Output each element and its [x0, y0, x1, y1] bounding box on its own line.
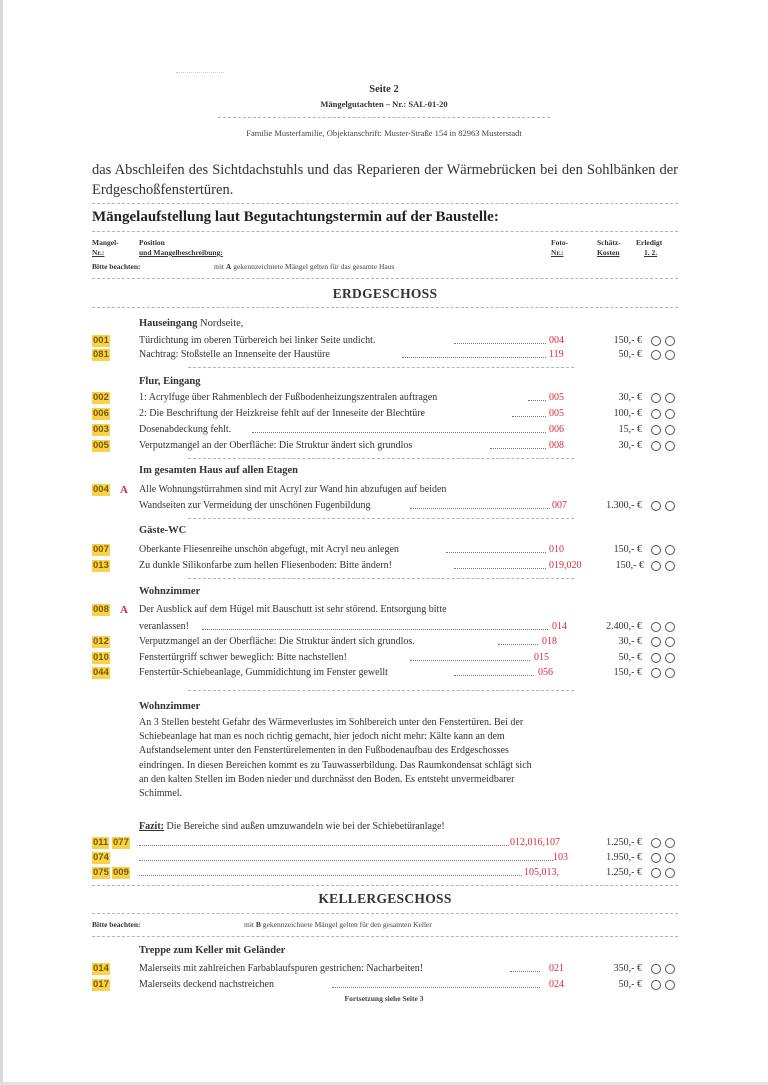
group-title-gaeste-wc: Gäste-WC — [139, 525, 187, 536]
leader-dots — [510, 971, 540, 972]
note-b-text-wrap — [244, 920, 432, 929]
defect-number: 014 — [93, 963, 109, 974]
defect-description-continued: veranlassen! — [139, 621, 189, 632]
leader-dots — [139, 845, 509, 846]
leader-dots — [202, 629, 548, 630]
defect-number: 011 — [93, 837, 109, 848]
defect-number: 006 — [93, 408, 109, 419]
done-check-1[interactable] — [651, 501, 661, 511]
divider — [188, 690, 574, 691]
col-header-done — [636, 238, 662, 258]
defect-number: 081 — [93, 349, 109, 360]
defect-row — [92, 962, 678, 976]
divider — [92, 913, 678, 914]
done-check-1[interactable] — [651, 350, 661, 360]
defect-row — [92, 603, 678, 617]
photo-number: 024 — [549, 979, 564, 990]
note-b-prefix: mit — [244, 920, 255, 929]
done-check-1[interactable] — [651, 336, 661, 346]
done-check-1[interactable] — [651, 668, 661, 678]
defect-row-continued — [92, 499, 678, 513]
estimated-cost: 1.250,- € — [606, 837, 642, 848]
done-check-1[interactable] — [651, 653, 661, 663]
defect-number: 005 — [93, 440, 109, 451]
fazit-label: Fazit: — [139, 821, 164, 832]
estimated-cost: 30,- € — [618, 392, 642, 403]
defect-description: Zu dunkle Silikonfarbe zum hellen Fliesenboden: Bitte ändern! — [139, 560, 392, 571]
document-subtitle: Mängelgutachten – Nr.: SAL-01-20 — [320, 99, 448, 109]
defect-number: 012 — [93, 636, 109, 647]
defect-row — [92, 978, 678, 992]
leader-dots — [410, 660, 530, 661]
defect-description: Malerseits deckend nachstreichen — [139, 979, 274, 990]
group-title-wohnzimmer: Wohnzimmer — [139, 586, 201, 597]
section-title-kellergeschoss: KELLERGESCHOSS — [318, 891, 452, 906]
fazit-text: Die Bereiche sind außen umzuwandeln wie bei der Schiebetüranlage! — [164, 821, 445, 832]
photo-number: 019,020 — [549, 560, 582, 571]
estimated-cost: 1.950,- € — [606, 852, 642, 863]
defect-scope-mark: A — [120, 604, 128, 616]
divider — [92, 936, 678, 937]
defect-row — [92, 483, 678, 497]
done-check-2[interactable] — [665, 336, 675, 346]
defect-row — [92, 866, 678, 880]
continuation-note: Fortsetzung siehe Seite 3 — [344, 994, 424, 1003]
leader-dots — [252, 432, 546, 433]
estimated-cost: 150,- € — [615, 560, 644, 571]
defect-description: Verputzmangel an der Oberfläche: Die Struktur ändert sich grundlos — [139, 440, 413, 451]
estimated-cost: 50,- € — [618, 349, 642, 360]
defect-number: 001 — [93, 335, 109, 346]
defect-number: 008 — [93, 604, 109, 615]
done-check-2[interactable] — [665, 622, 675, 632]
defect-row — [92, 407, 678, 421]
note-b — [92, 920, 432, 929]
defect-number: 075 — [93, 867, 109, 878]
divider — [188, 458, 574, 459]
estimated-cost: 150,- € — [613, 335, 642, 346]
scan-edge-left — [0, 0, 3, 1085]
defect-scope-mark: A — [120, 484, 128, 496]
defect-description: Verputzmangel an der Oberfläche: Die Struktur ändert sich grundlos. — [139, 636, 415, 647]
defect-description: Nachtrag: Stoßstelle an Innenseite der Haustüre — [139, 349, 330, 360]
done-check-2[interactable] — [665, 561, 675, 571]
estimated-cost: 100,- € — [613, 408, 642, 419]
divider — [188, 578, 574, 579]
done-check-2[interactable] — [665, 637, 675, 647]
divider — [92, 885, 678, 886]
note-a-prefix: mit — [214, 262, 225, 271]
done-check-1[interactable] — [651, 425, 661, 435]
list-title: Mängelaufstellung laut Begutachtungstermin auf der Baustelle: — [92, 209, 499, 225]
defect-description: Der Ausblick auf dem Hügel mit Bauschutt ist sehr störend. Entsorgung bitte — [139, 604, 447, 615]
divider — [92, 203, 678, 204]
defect-number: 013 — [93, 560, 109, 571]
leader-dots — [490, 448, 546, 449]
col-header-done-line2: 1. 2. — [644, 248, 658, 257]
photo-number: 018 — [542, 636, 557, 647]
done-check-2[interactable] — [665, 501, 675, 511]
done-check-1[interactable] — [651, 853, 661, 863]
group-title-treppe: Treppe zum Keller mit Geländer — [139, 945, 286, 956]
done-check-2[interactable] — [665, 409, 675, 419]
defect-description: Fenstertürgriff schwer beweglich: Bitte nachstellen! — [139, 652, 347, 663]
leader-dots — [454, 675, 534, 676]
done-check-1[interactable] — [651, 622, 661, 632]
defect-description: Fenstertür-Schiebeanlage, Gummidichtung im Fenster gewellt — [139, 667, 388, 678]
defect-row — [92, 836, 678, 850]
photo-number: 005 — [549, 392, 564, 403]
estimated-cost: 350,- € — [613, 963, 642, 974]
defect-row — [92, 391, 678, 405]
defect-row — [92, 635, 678, 649]
col-header-position-line1: Position — [139, 238, 165, 247]
defect-description: Alle Wohnungstürrahmen sind mit Acryl zur Wand hin abzufugen auf beiden — [139, 484, 447, 495]
done-check-1[interactable] — [651, 964, 661, 974]
property-address: Familie Musterfamilie, Objektanschrift: Muster-Straße 154 in 82963 Musterstadt — [246, 128, 522, 138]
done-check-2[interactable] — [665, 545, 675, 555]
done-check-2[interactable] — [665, 653, 675, 663]
done-check-1[interactable] — [651, 868, 661, 878]
defect-description: Oberkante Fliesenreihe unschön abgefugt, mit Acryl neu anlegen — [139, 544, 399, 555]
defect-number-secondary: 077 — [113, 837, 129, 848]
defect-number: 003 — [93, 424, 109, 435]
fazit-line — [139, 821, 445, 832]
defect-description: Dosenabdeckung fehlt. — [139, 424, 232, 435]
defect-row — [92, 334, 678, 348]
group-title-hauseingang — [139, 318, 243, 329]
leader-dots — [454, 343, 546, 344]
col-header-position — [139, 238, 223, 258]
leader-dots — [139, 860, 553, 861]
group-title-suffix: Nordseite, — [199, 318, 244, 329]
photo-number: 010 — [549, 544, 564, 555]
scan-artifact — [176, 72, 224, 75]
done-check-2[interactable] — [665, 853, 675, 863]
divider — [218, 117, 550, 118]
done-check-1[interactable] — [651, 980, 661, 990]
note-a — [92, 262, 395, 271]
done-check-2[interactable] — [665, 964, 675, 974]
leader-dots — [498, 644, 538, 645]
note-a-mark: A — [225, 262, 232, 271]
note-a-label: Bitte beachten: — [92, 262, 141, 271]
done-check-2[interactable] — [665, 868, 675, 878]
estimated-cost: 2.400,- € — [606, 621, 642, 632]
done-check-2[interactable] — [665, 441, 675, 451]
defect-number: 044 — [93, 667, 109, 678]
note-a-text: gekennzeichnete Mängel gelten für das gesamte Haus — [233, 262, 395, 271]
note-b-label: Bitte beachten: — [92, 920, 141, 929]
done-check-1[interactable] — [651, 545, 661, 555]
done-check-2[interactable] — [665, 425, 675, 435]
estimated-cost: 150,- € — [613, 667, 642, 678]
defect-number: 002 — [93, 392, 109, 403]
leader-dots — [512, 416, 546, 417]
col-header-nr-line1: Mangel- — [92, 238, 119, 247]
col-header-nr — [92, 238, 119, 258]
defect-description: Türdichtung im oberen Türbereich bei linker Seite undicht. — [139, 335, 376, 346]
group-title-wohnzimmer: Wohnzimmer — [139, 701, 201, 712]
done-check-2[interactable] — [665, 393, 675, 403]
photo-number: 056 — [538, 667, 553, 678]
done-check-2[interactable] — [665, 350, 675, 360]
photo-number: 004 — [549, 335, 564, 346]
defect-row — [92, 666, 678, 680]
col-header-done-line1: Erledigt — [636, 238, 663, 247]
col-header-cost — [597, 238, 621, 258]
photo-number: 014 — [552, 621, 567, 632]
intro-paragraph: das Abschleifen des Sichtdachstuhls und das Reparieren der Wärmebrücken bei den Sohlbänken der Erdgeschoßfenstertüren. — [92, 162, 678, 198]
defect-number: 010 — [93, 652, 109, 663]
defect-row — [92, 423, 678, 437]
defect-row — [92, 851, 678, 865]
estimated-cost: 30,- € — [618, 636, 642, 647]
col-header-cost-line1: Schätz- — [597, 238, 621, 247]
leader-dots — [446, 552, 546, 553]
photo-number: 007 — [552, 500, 567, 511]
defect-row — [92, 651, 678, 665]
done-check-1[interactable] — [651, 409, 661, 419]
defect-description: 2: Die Beschriftung der Heizkreise fehlt auf der Inneseite der Blechtüre — [139, 408, 425, 419]
note-b-mark: B — [255, 920, 261, 929]
photo-number: 005 — [549, 408, 564, 419]
section-title-erdgeschoss: ERDGESCHOSS — [332, 286, 438, 301]
divider — [92, 231, 678, 232]
wohnzimmer-description-paragraph: An 3 Stellen besteht Gefahr des Wärmeverlustes im Sohlbereich unter den Fenstertüren. Bei der Schiebeanlage hat man es noch richtig gemacht, hier jedoch nicht mehr: Kälte kann an dem Aufstandselement unter den Fenstertürelementen in den Fußbodenaufbau des Erdgeschosses eindringen. In diesen Bereichen kommt es zu Tauwasserbildung. Das Raumkondensat schlägt sich an den kalten Stellen im Boden nieder und durchnässt den Boden. Es entsteht unvermeidbarer Schimmel. — [139, 717, 532, 800]
photo-number: 119 — [549, 349, 564, 360]
col-header-position-line2: und Mangelbeschreibung: — [139, 248, 223, 257]
photo-number: 008 — [549, 440, 564, 451]
defect-description: 1: Acrylfuge über Rahmenblech der Fußbodenheizungszentralen auftragen — [139, 392, 438, 403]
defect-number-secondary: 009 — [113, 867, 129, 878]
col-header-cost-line2: Kosten — [597, 248, 620, 257]
estimated-cost: 30,- € — [618, 440, 642, 451]
defect-number: 004 — [93, 484, 109, 495]
done-check-2[interactable] — [665, 838, 675, 848]
defect-number: 074 — [93, 852, 109, 863]
divider — [188, 367, 574, 368]
group-title-gesamtes-haus: Im gesamten Haus auf allen Etagen — [139, 465, 298, 476]
estimated-cost: 50,- € — [618, 652, 642, 663]
note-b-text: gekennzeichnete Mängel gelten für den gesamten Keller — [262, 920, 432, 929]
photo-number: 012,016,107 — [510, 837, 560, 848]
photo-number: 105,013, — [524, 867, 559, 878]
col-header-foto — [551, 238, 568, 258]
col-header-foto-line2: Nr.: — [551, 248, 564, 257]
done-check-1[interactable] — [651, 838, 661, 848]
done-check-1[interactable] — [651, 441, 661, 451]
leader-dots — [402, 357, 546, 358]
estimated-cost: 1.250,- € — [606, 867, 642, 878]
defect-number: 007 — [93, 544, 109, 555]
defect-row — [92, 543, 678, 557]
defect-description-continued: Wandseiten zur Vermeidung der unschönen Fugenbildung — [139, 500, 371, 511]
photo-number: 015 — [534, 652, 549, 663]
divider — [188, 518, 574, 519]
done-check-2[interactable] — [665, 668, 675, 678]
col-header-foto-line1: Foto- — [551, 238, 569, 247]
leader-dots — [454, 568, 546, 569]
estimated-cost: 150,- € — [613, 544, 642, 555]
leader-dots — [410, 508, 550, 509]
defect-number: 017 — [93, 979, 109, 990]
note-a-text-wrap — [214, 262, 394, 271]
divider — [92, 278, 678, 279]
defect-row — [92, 348, 678, 362]
group-title-text: Hauseingang — [139, 318, 198, 329]
done-check-1[interactable] — [651, 637, 661, 647]
photo-number: 103 — [553, 852, 568, 863]
done-check-2[interactable] — [665, 980, 675, 990]
divider — [92, 307, 678, 308]
leader-dots — [332, 987, 540, 988]
leader-dots — [139, 875, 522, 876]
photo-number: 006 — [549, 424, 564, 435]
group-title-flur: Flur, Eingang — [139, 376, 201, 387]
page-number: Seite 2 — [369, 84, 399, 95]
leader-dots — [528, 400, 546, 401]
defect-row — [92, 439, 678, 453]
estimated-cost: 15,- € — [618, 424, 642, 435]
done-check-1[interactable] — [651, 561, 661, 571]
defect-row-continued — [92, 620, 678, 634]
done-check-1[interactable] — [651, 393, 661, 403]
defect-description: Malerseits mit zahlreichen Farbablaufspuren gestrichen: Nacharbeiten! — [139, 963, 424, 974]
estimated-cost: 1.300,- € — [606, 500, 642, 511]
estimated-cost: 50,- € — [618, 979, 642, 990]
defect-row — [92, 559, 678, 573]
col-header-nr-line2: Nr.: — [92, 248, 105, 257]
photo-number: 021 — [549, 963, 564, 974]
